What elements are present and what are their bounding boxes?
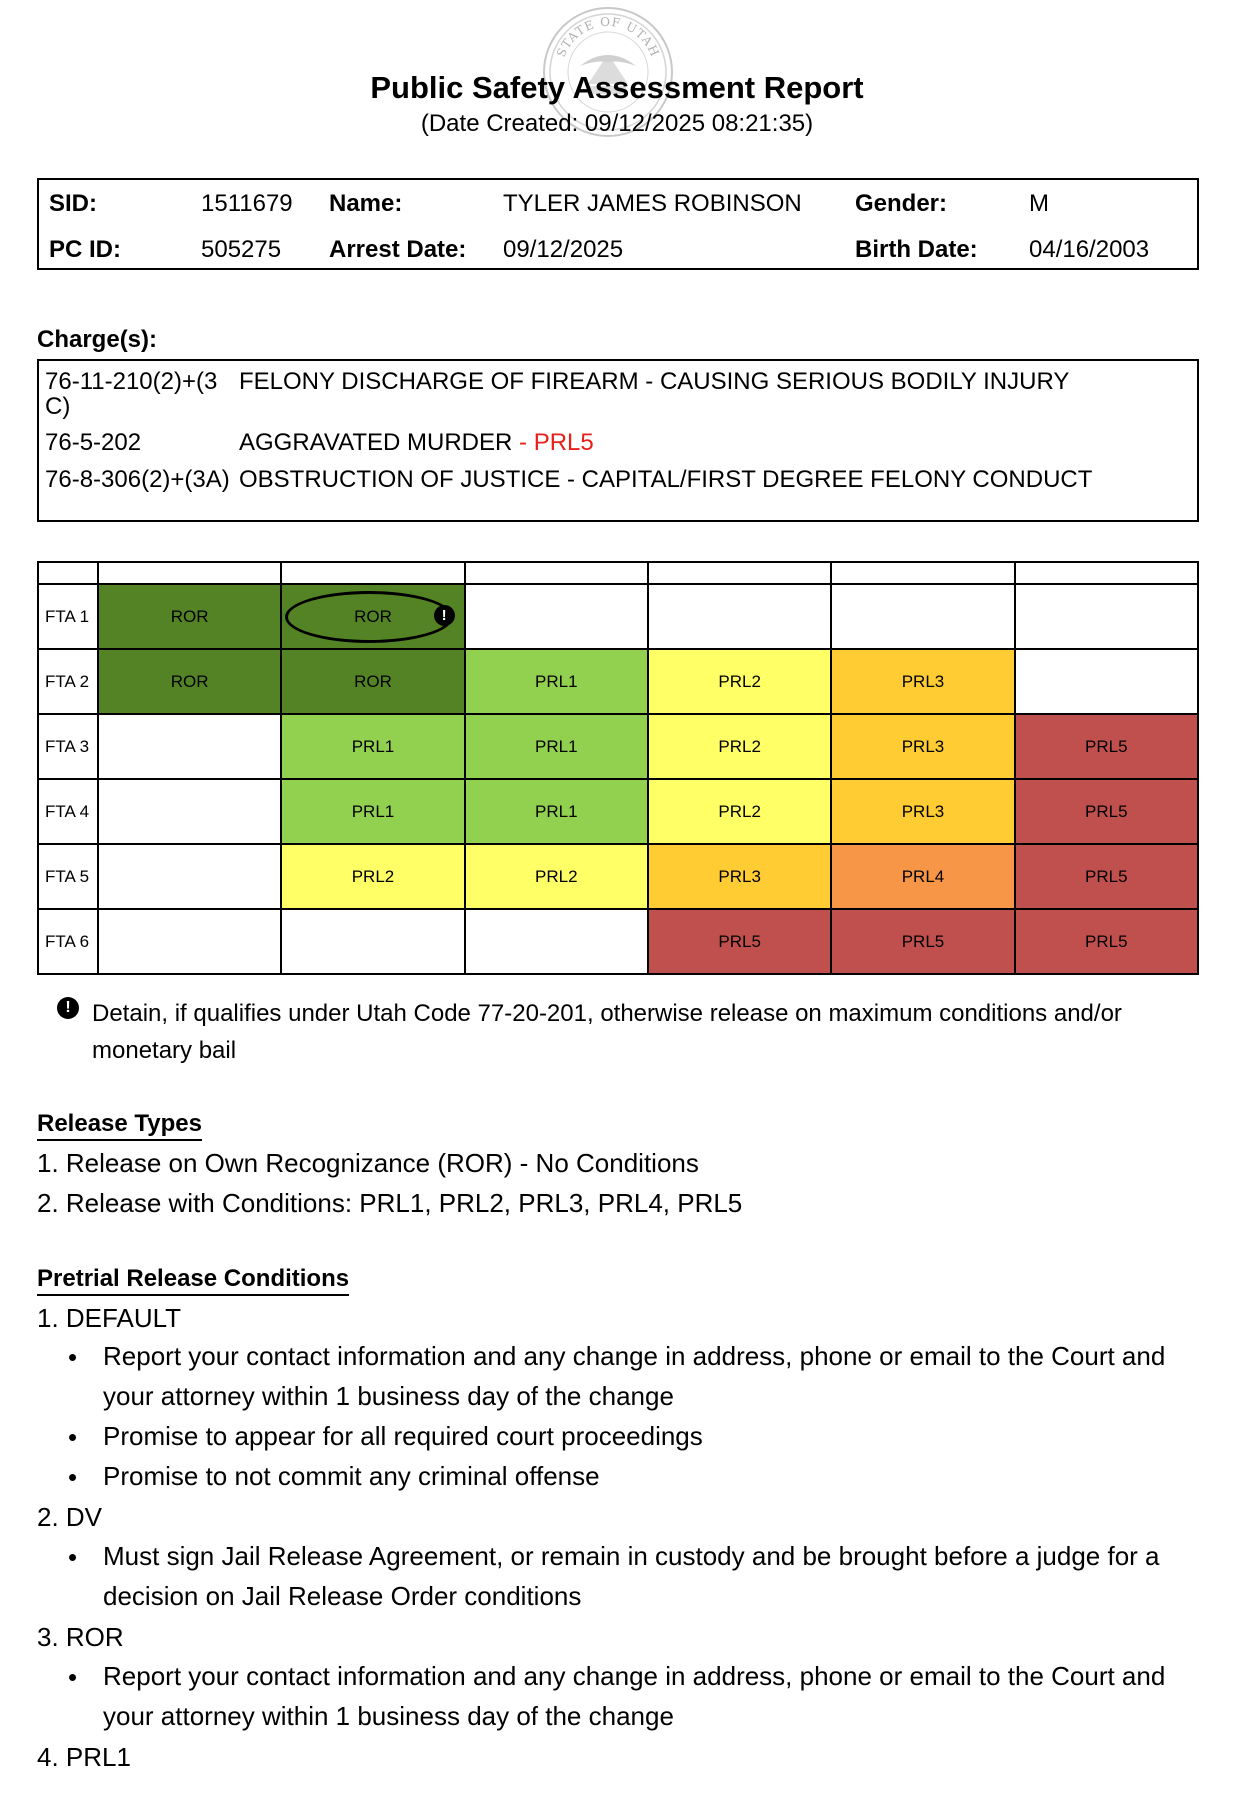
matrix-cell-value: PRL5 — [1085, 736, 1128, 756]
condition-title-dv: 2. DV — [37, 1502, 103, 1532]
matrix-cell-value: PRL3 — [901, 671, 945, 691]
matrix-cell-value: PRL5 — [1085, 866, 1128, 886]
matrix-header-cell — [281, 562, 464, 584]
matrix-cell-value: PRL1 — [535, 736, 578, 756]
matrix-cell — [831, 584, 1014, 649]
charge-description: OBSTRUCTION OF JUSTICE - CAPITAL/FIRST DEGREE FELONY CONDUCT — [239, 466, 1093, 493]
matrix-cell — [831, 844, 1014, 909]
charges-box — [37, 359, 1199, 522]
condition-title-default: 1. DEFAULT — [37, 1303, 182, 1333]
matrix-cell — [465, 779, 648, 844]
bullet-mark: • — [68, 1542, 78, 1572]
matrix-cell-value: PRL2 — [351, 866, 395, 886]
matrix-header-cell — [648, 562, 831, 584]
matrix-cell — [648, 584, 831, 649]
charge-code: 76-5-202 — [45, 429, 142, 456]
matrix-cell — [98, 779, 281, 844]
matrix-cell-value: PRL2 — [535, 866, 578, 886]
charge-code: 76-11-210(2)+(3C) — [45, 368, 218, 420]
defendant-info-box — [37, 178, 1199, 270]
matrix-cell — [831, 779, 1014, 844]
condition-bullet: Report your contact information and any change in address, phone or email to the Court and your attorney within 1 business day of the change — [103, 1341, 1166, 1411]
fta-label: FTA 5 — [38, 844, 98, 909]
matrix-row — [38, 584, 1198, 649]
matrix-cell — [648, 714, 831, 779]
matrix-cell — [281, 909, 464, 974]
svg-text:STATE OF UTAH: STATE OF UTAH — [553, 14, 663, 60]
matrix-cell — [281, 844, 464, 909]
release-type-item: 1. Release on Own Recognizance (ROR) - No Conditions — [37, 1148, 699, 1178]
matrix-cell — [648, 844, 831, 909]
exclamation-circle-icon: ! — [434, 605, 455, 626]
release-type-item: 2. Release with Conditions: PRL1, PRL2, PRL3, PRL4, PRL5 — [37, 1188, 743, 1218]
matrix-cell — [831, 714, 1014, 779]
matrix-cell — [831, 909, 1014, 974]
charge-description: FELONY DISCHARGE OF FIREARM - CAUSING SERIOUS BODILY INJURY — [239, 368, 1070, 395]
matrix-cell — [648, 909, 831, 974]
fta-label: FTA 6 — [38, 909, 98, 974]
matrix-cell-value: PRL3 — [718, 866, 761, 886]
charge-prl-flag: - PRL5 — [512, 429, 594, 456]
matrix-cell — [98, 909, 281, 974]
matrix-cell-value: PRL5 — [718, 931, 761, 951]
matrix-cell-value: PRL5 — [1085, 801, 1128, 821]
condition-title-ror: 3. ROR — [37, 1622, 124, 1652]
matrix-cell — [281, 649, 464, 714]
matrix-cell — [648, 649, 831, 714]
matrix-cell — [1015, 779, 1198, 844]
release-types-heading: Release Types — [37, 1110, 202, 1141]
matrix-cell-value: PRL2 — [718, 736, 761, 756]
charges-heading: Charge(s): — [37, 326, 158, 353]
matrix-cell — [281, 584, 464, 649]
fta-label: FTA 1 — [38, 584, 98, 649]
matrix-cell — [465, 909, 648, 974]
matrix-cell-value: ROR — [170, 671, 209, 691]
charge-description-text: AGGRAVATED MURDER — [239, 429, 513, 456]
matrix-cell-value: PRL5 — [1085, 931, 1128, 951]
matrix-cell-value: PRL3 — [901, 801, 945, 821]
matrix-cell-value: ROR — [354, 606, 392, 626]
condition-title-prl1: 4. PRL1 — [37, 1742, 131, 1772]
name-value: TYLER JAMES ROBINSON — [503, 190, 802, 217]
matrix-row — [38, 714, 1198, 779]
matrix-cell-value: PRL1 — [535, 671, 578, 691]
fta-label: FTA 2 — [38, 649, 98, 714]
matrix-cell — [1015, 909, 1198, 974]
matrix-cell — [98, 584, 281, 649]
matrix-header-cell — [98, 562, 281, 584]
matrix-cell — [1015, 584, 1198, 649]
birth-date-value: 04/16/2003 — [1029, 236, 1150, 263]
matrix-cell — [1015, 844, 1198, 909]
matrix-cell-value: PRL3 — [901, 736, 945, 756]
matrix-row — [38, 909, 1198, 974]
matrix-cell-value: ROR — [354, 671, 392, 691]
matrix-cell — [465, 714, 648, 779]
matrix-cell — [465, 584, 648, 649]
exclamation-circle-icon: ! — [57, 997, 79, 1019]
date-created: (Date Created: 09/12/2025 08:21:35) — [420, 110, 814, 137]
detain-note: Detain, if qualifies under Utah Code 77-20-201, otherwise release on maximum conditions and/or monetary bail — [92, 1000, 1122, 1064]
bullet-mark: • — [68, 1662, 78, 1692]
bullet-mark: • — [68, 1342, 78, 1372]
birth-date-label: Birth Date: — [855, 236, 978, 263]
matrix-cell-value: PRL1 — [351, 736, 395, 756]
matrix-cell — [98, 649, 281, 714]
selected-cell-oval — [285, 591, 453, 643]
matrix-header-cell — [831, 562, 1014, 584]
fta-label: FTA 3 — [38, 714, 98, 779]
matrix-cell-value: PRL2 — [718, 671, 761, 691]
matrix-row — [38, 844, 1198, 909]
matrix-cell-value: PRL1 — [535, 801, 578, 821]
pcid-value: 505275 — [201, 236, 282, 263]
matrix-cell — [1015, 649, 1198, 714]
arrest-date-label: Arrest Date: — [329, 236, 467, 263]
pcid-label: PC ID: — [49, 236, 121, 263]
charge-description — [239, 430, 594, 455]
pretrial-conditions-heading: Pretrial Release Conditions — [37, 1265, 349, 1296]
gender-label: Gender: — [855, 190, 948, 217]
condition-bullet: Promise to not commit any criminal offense — [103, 1461, 600, 1491]
matrix-cell-value: PRL2 — [718, 801, 761, 821]
condition-bullet: Report your contact information and any change in address, phone or email to the Court and your attorney within 1 business day of the change — [103, 1661, 1166, 1731]
matrix-header-cell — [465, 562, 648, 584]
release-matrix — [37, 561, 1199, 975]
matrix-header-cell — [1015, 562, 1198, 584]
matrix-cell-value: PRL4 — [901, 866, 945, 886]
fta-label: FTA 4 — [38, 779, 98, 844]
page-title: Public Safety Assessment Report — [370, 70, 864, 105]
matrix-cell — [465, 649, 648, 714]
matrix-cell — [281, 714, 464, 779]
bullet-mark: • — [68, 1422, 78, 1452]
condition-bullet: Must sign Jail Release Agreement, or remain in custody and be brought before a judge for a decision on Jail Release Order conditions — [103, 1541, 1160, 1611]
matrix-cell — [98, 844, 281, 909]
gender-value: M — [1029, 190, 1049, 217]
condition-bullet: Promise to appear for all required court proceedings — [103, 1421, 703, 1451]
matrix-cell — [98, 714, 281, 779]
bullet-mark: • — [68, 1462, 78, 1492]
matrix-cell — [648, 779, 831, 844]
matrix-cell — [1015, 714, 1198, 779]
matrix-cell — [281, 779, 464, 844]
matrix-cell — [831, 649, 1014, 714]
matrix-cell-value: ROR — [170, 606, 209, 626]
sid-value: 1511679 — [201, 190, 293, 217]
matrix-cell — [465, 844, 648, 909]
sid-label: SID: — [49, 190, 97, 217]
matrix-cell-value: PRL1 — [351, 801, 395, 821]
matrix-header-cell — [38, 562, 98, 584]
matrix-row — [38, 779, 1198, 844]
arrest-date-value: 09/12/2025 — [503, 236, 624, 263]
matrix-row — [38, 649, 1198, 714]
charge-code: 76-8-306(2)+(3A) — [45, 466, 230, 493]
name-label: Name: — [329, 190, 403, 217]
matrix-cell-value: PRL5 — [901, 931, 945, 951]
